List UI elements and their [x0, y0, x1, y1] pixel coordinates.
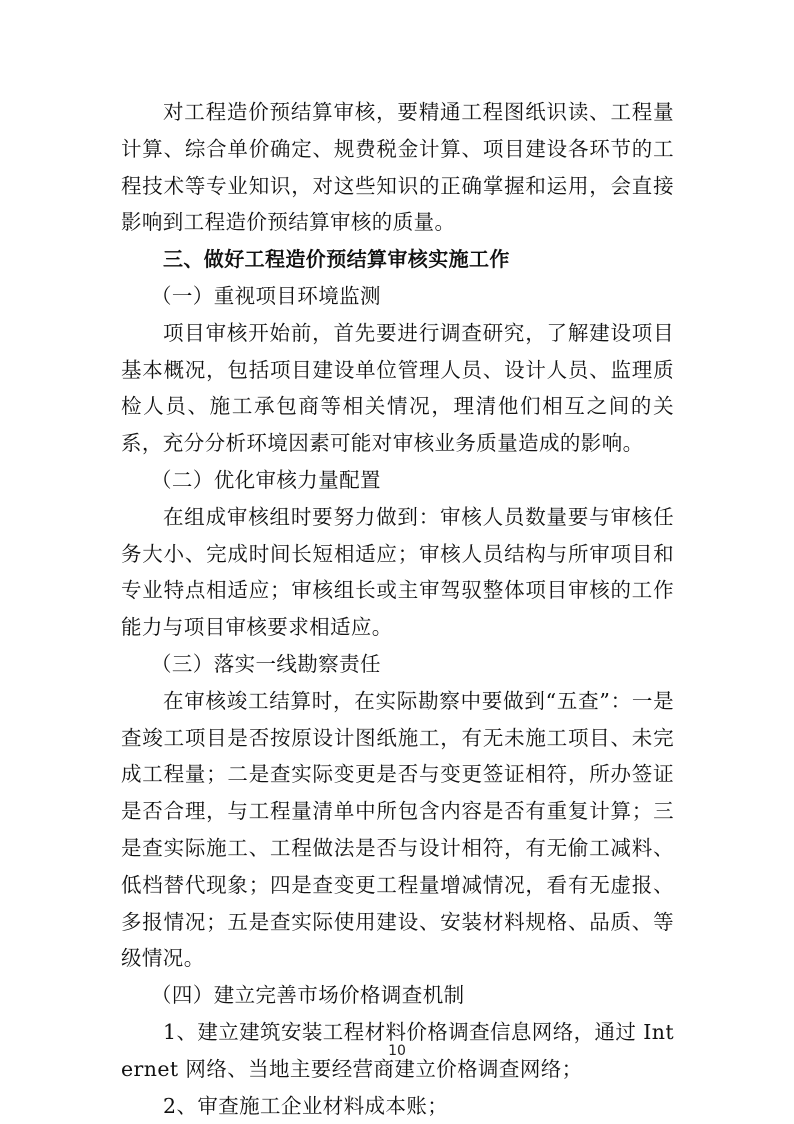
section-heading-3: 三、做好工程造价预结算审核实施工作	[163, 247, 510, 272]
page-number: 10	[388, 1043, 406, 1059]
paragraph-site-inspection: 在审核竣工结算时，在实际勘察中要做到“五查”：一是查竣工项目是否按原设计图纸施工，有无未施工项目、未完成工程量；二是查实际变更是否与变更签证相符，所办签证是否合理，与工程量清单中所包含内容是否有重复计算；三是查实际施工、工程做法是否与设计相符，有无偷工减料、低档替代现象；四是查变更工程量增减情况，看有无虚报、多报情况；五是查实际使用建设、安装材料规格、品质、等级情况。	[121, 688, 674, 971]
paragraph-audit-staffing: 在组成审核组时要努力做到：审核人员数量要与审核任务大小、完成时间长短相适应；审核人员结构与所审项目和专业特点相适应；审核组长或主审驾驭整体项目审核的工作能力与项目审核要求相适应。	[121, 504, 674, 640]
subheading-market-price-survey: （四）建立完善市场价格调查机制	[151, 983, 465, 1008]
subheading-site-inspection: （三）落实一线勘察责任	[151, 651, 381, 676]
list-item-price-network: 1、建立建筑安装工程材料价格调查信息网络，通过 Internet 网络、当地主要经营商建立价格调查网络；	[121, 1019, 674, 1081]
paragraph-knowledge-requirements: 对工程造价预结算审核，要精通工程图纸识读、工程量计算、综合单价确定、规费税金计算、项目建设各环节的工程技术等专业知识，对这些知识的正确掌握和运用，会直接影响到工程造价预结算审核的质量。	[121, 100, 674, 235]
list-item-cost-ledger: 2、审查施工企业材料成本账；	[163, 1093, 449, 1118]
subheading-audit-staffing: （二）优化审核力量配置	[151, 467, 381, 492]
document-page	[121, 94, 674, 1124]
paragraph-environment-monitoring: 项目审核开始前，首先要进行调查研究，了解建设项目基本概况，包括项目建设单位管理人员、设计人员、监理质检人员、施工承包商等相关情况，理清他们相互之间的关系，充分分析环境因素可能对审核业务质量造成的影响。	[121, 320, 674, 456]
subheading-environment-monitoring: （一）重视项目环境监测	[151, 283, 381, 308]
